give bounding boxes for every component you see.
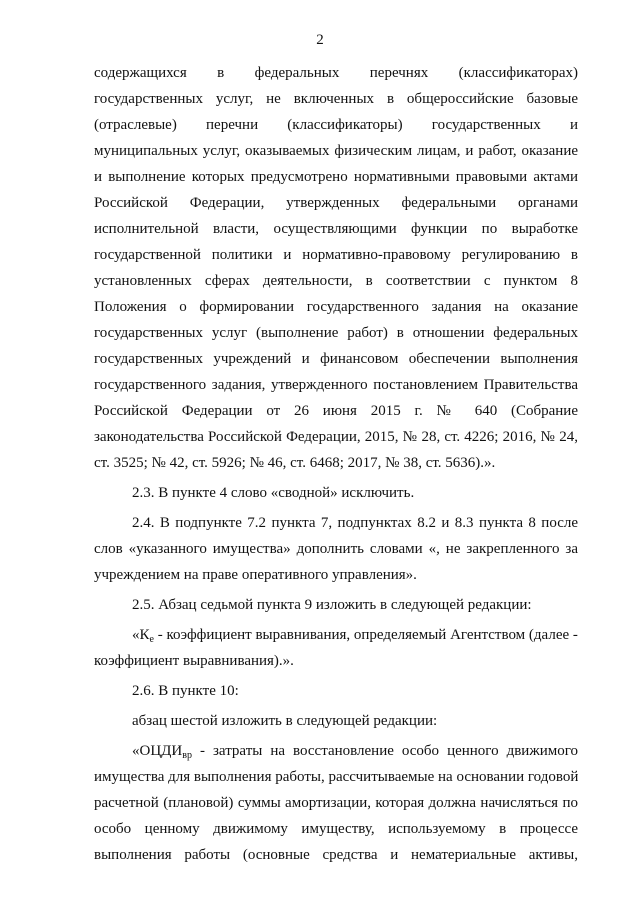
text-line: учреждением на праве оперативного управления». (94, 567, 417, 583)
text-line: ст. 3525; № 42, ст. 5926; № 46, ст. 6468; 2017, № 38, ст. 5636).». (94, 455, 496, 471)
text-line: установленных сферах деятельности, в соответствии с пунктом 8 (94, 273, 578, 289)
formula-subscript-vr: вр (182, 750, 192, 761)
text-line: законодательства Российской Федерации, 2015, № 28, ст. 4226; 2016, № 24, (94, 429, 578, 445)
paragraph-ocdi-formula (94, 738, 578, 868)
text-line: расчетной (плановой) суммы амортизации, которая должна начисляться по (94, 795, 578, 811)
text-line: особо ценному движимому имуществу, используемому в процессе (94, 821, 578, 837)
text-line: абзац шестой изложить в следующей редакции: (132, 713, 438, 729)
document-body (94, 60, 578, 868)
formula-subscript-e: е (149, 634, 154, 645)
paragraph-2-4 (94, 510, 578, 588)
text-line: 2.5. Абзац седьмой пункта 9 изложить в следующей редакции: (132, 597, 532, 613)
text-line: (отраслевые) перечни (классификаторы) государственных и (94, 117, 578, 133)
text-line: Положения о формировании государственного задания на оказание (94, 299, 578, 315)
text-line: государственной политики и нормативно-правовому регулированию в (94, 247, 578, 263)
text-line: слов «указанного имущества» дополнить словами «, не закрепленного за (94, 541, 578, 557)
text-line: муниципальных услуг, оказываемых физическим лицам, и работ, оказание (94, 143, 578, 159)
formula-symbol-k: «К (132, 627, 150, 643)
paragraph-2-3 (94, 480, 578, 506)
text-line: Российской Федерации, утвержденных федеральными органами (94, 195, 578, 211)
text-line: коэффициент выравнивания).». (94, 653, 294, 669)
text-line: 2.4. В подпункте 7.2 пункта 7, подпунктах 8.2 и 8.3 пункта 8 после (132, 515, 578, 531)
page-number: 2 (316, 32, 324, 48)
text-line: исполнительной власти, осуществляющими функции по выработке (94, 221, 578, 237)
text-line: 2.3. В пункте 4 слово «сводной» исключить. (132, 485, 415, 501)
paragraph-2-2-continuation (94, 60, 578, 476)
text-line (94, 738, 578, 764)
paragraph-k-formula (94, 622, 578, 674)
formula-symbol-ocdi: «ОЦДИ (132, 743, 183, 759)
paragraph-abzac (94, 708, 578, 734)
formula-definition: - затраты на восстановление особо ценного движимого (199, 743, 578, 759)
text-line: государственных услуг, не включенных в общероссийские базовые (94, 91, 578, 107)
text-line: выполнения работы (основные средства и нематериальные активы, (94, 847, 578, 863)
text-line: 2.6. В пункте 10: (132, 683, 239, 699)
text-line: и выполнение которых предусмотрено нормативными правовыми актами (94, 169, 578, 185)
paragraph-2-5 (94, 592, 578, 618)
text-line: государственных учреждений и финансовом обеспечении выполнения (94, 351, 578, 367)
text-line: государственных услуг (выполнение работ) в отношении федеральных (94, 325, 578, 341)
formula-definition: - коэффициент выравнивания, определяемый Агентством (далее - (157, 627, 578, 643)
text-line: имущества для выполнения работы, рассчитываемые на основании годовой (94, 769, 578, 785)
text-line: содержащихся в федеральных перечнях (классификаторах) (94, 65, 578, 81)
text-line: Российской Федерации от 26 июня 2015 г. № 640 (Собрание (94, 403, 578, 419)
text-line: государственного задания, утвержденного постановлением Правительства (94, 377, 578, 393)
text-line (94, 622, 578, 648)
paragraph-2-6 (94, 678, 578, 704)
